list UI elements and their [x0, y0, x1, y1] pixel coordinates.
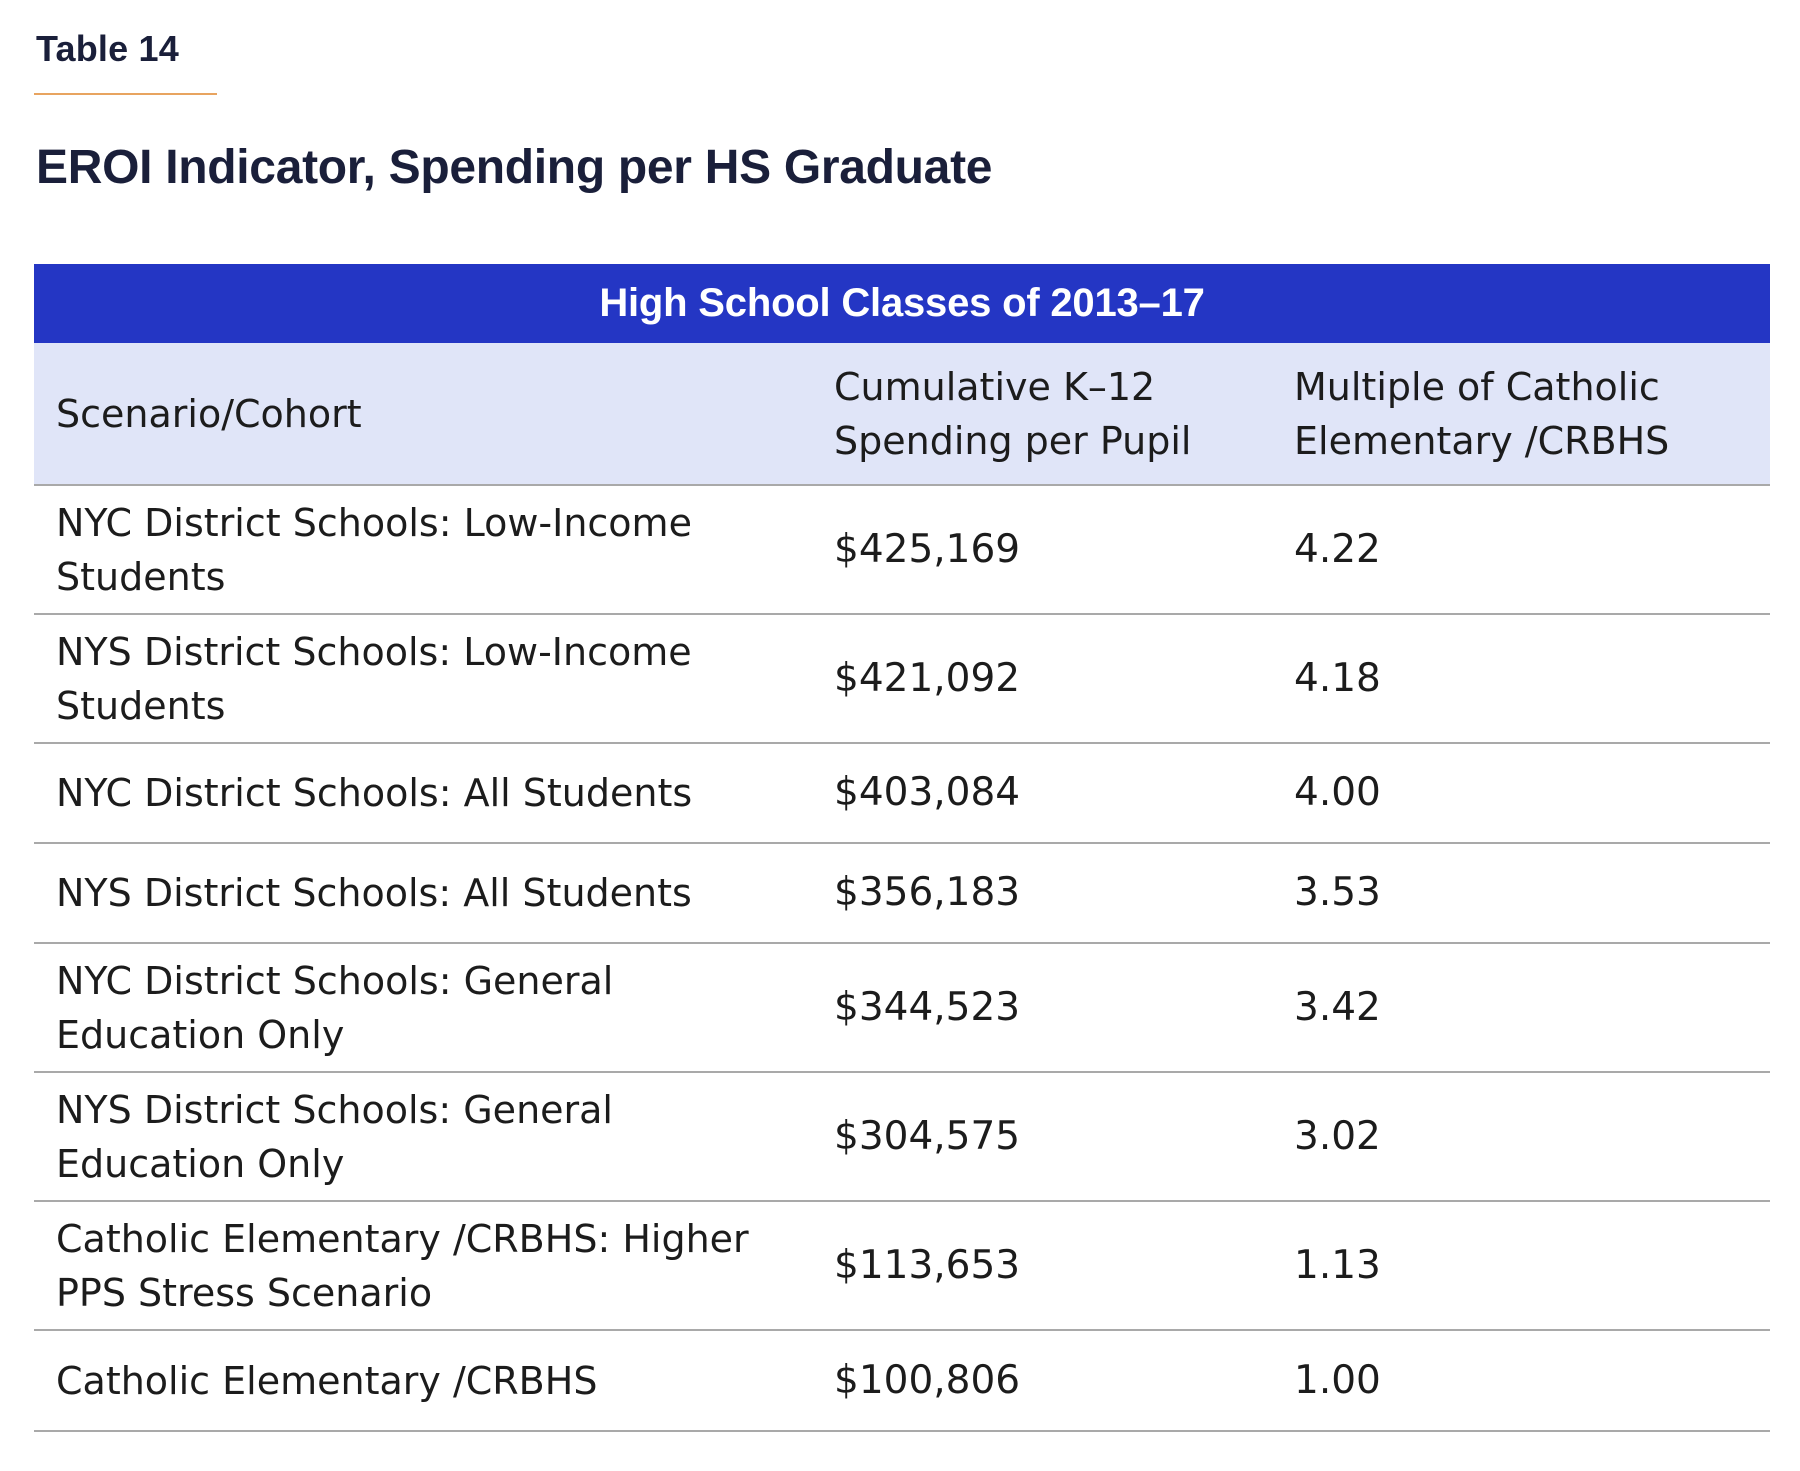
- multiple-cell: 3.42: [1272, 943, 1770, 1072]
- table-row: [34, 614, 1770, 743]
- banner-row: [34, 264, 1770, 343]
- spending-cell: $344,523: [812, 943, 1272, 1072]
- multiple-cell: 1.00: [1272, 1330, 1770, 1431]
- table-row: [34, 743, 1770, 843]
- eroi-table: [34, 264, 1770, 1432]
- scenario-cell: NYC District Schools: Low-Income Students: [34, 485, 812, 614]
- table-banner: High School Classes of 2013–17: [34, 264, 1770, 343]
- table-row: [34, 1072, 1770, 1201]
- table-row: [34, 943, 1770, 1072]
- spending-cell: $403,084: [812, 743, 1272, 843]
- multiple-cell: 4.18: [1272, 614, 1770, 743]
- spending-cell: $356,183: [812, 843, 1272, 943]
- table-row: [34, 843, 1770, 943]
- scenario-cell: Catholic Elementary /CRBHS: [34, 1330, 812, 1431]
- column-header-multiple: Multiple of Catholic Elementary /CRBHS: [1272, 343, 1770, 485]
- scenario-cell: Catholic Elementary /CRBHS: Higher PPS Stress Scenario: [34, 1201, 812, 1330]
- table-row: [34, 1201, 1770, 1330]
- scenario-cell: NYC District Schools: All Students: [34, 743, 812, 843]
- table-label: Table 14: [36, 28, 179, 69]
- scenario-cell: NYS District Schools: Low-Income Students: [34, 614, 812, 743]
- multiple-cell: 3.02: [1272, 1072, 1770, 1201]
- spending-cell: $113,653: [812, 1201, 1272, 1330]
- column-header-row: [34, 343, 1770, 485]
- table-row: [34, 485, 1770, 614]
- multiple-cell: 3.53: [1272, 843, 1770, 943]
- multiple-cell: 4.22: [1272, 485, 1770, 614]
- scenario-cell: NYS District Schools: General Education Only: [34, 1072, 812, 1201]
- scenario-cell: NYS District Schools: All Students: [34, 843, 812, 943]
- column-header-spending: Cumulative K–12 Spending per Pupil: [812, 343, 1272, 485]
- table-label-underline: [34, 93, 217, 95]
- column-header-scenario: Scenario/Cohort: [34, 343, 812, 485]
- spending-cell: $425,169: [812, 485, 1272, 614]
- table-row: [34, 1330, 1770, 1431]
- table-title: EROI Indicator, Spending per HS Graduate: [36, 141, 993, 194]
- spending-cell: $421,092: [812, 614, 1272, 743]
- spending-cell: $100,806: [812, 1330, 1272, 1431]
- spending-cell: $304,575: [812, 1072, 1272, 1201]
- multiple-cell: 4.00: [1272, 743, 1770, 843]
- scenario-cell: NYC District Schools: General Education Only: [34, 943, 812, 1072]
- multiple-cell: 1.13: [1272, 1201, 1770, 1330]
